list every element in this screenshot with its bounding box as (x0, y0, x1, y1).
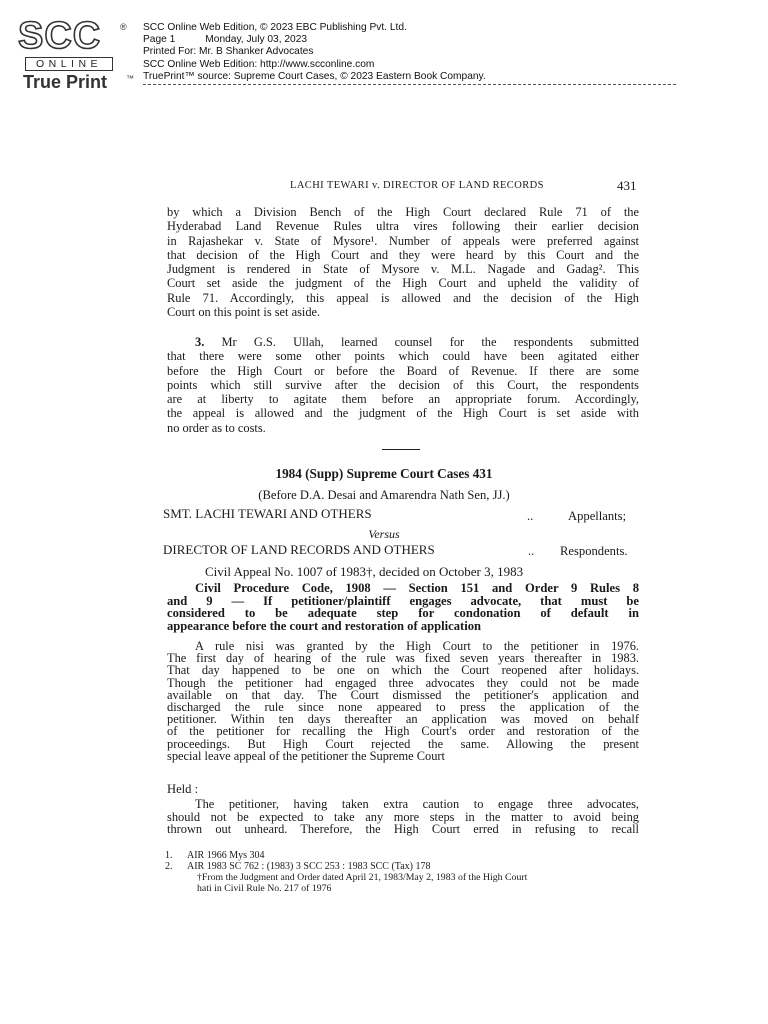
held-text (167, 798, 639, 836)
text-line: Rule 71. Accordingly, this appeal is allowed and the decision of the High (167, 290, 639, 305)
text-line: that there were some other points which could have been agitated either (167, 349, 639, 364)
respondent-dots: .. (528, 544, 535, 558)
text-line: A rule nisi was granted by the High Court to the petitioner in 1976. (195, 639, 639, 653)
text-line: Court on this point is set aside. (167, 305, 321, 320)
text-line: special leave appeal of the petitioner the Supreme Court (167, 748, 445, 763)
appeal-details: Civil Appeal No. 1007 of 1983†, decided on October 3, 1983 (205, 564, 524, 579)
text-line: available on that day. The Court dismissed the petitioner's application and (167, 687, 639, 702)
text-line: The first day of hearing of the rule was fixed seven years thereafter in 1983. (167, 651, 639, 666)
meta-page: Page 1 (143, 34, 176, 46)
text-line: Judgment is rendered in State of Mysore v. M.L. Nagade and Gadag². This (167, 262, 639, 277)
paragraph-3 (167, 335, 639, 435)
case-summary (167, 640, 639, 762)
meta-date: Monday, July 03, 2023 (205, 34, 308, 46)
headnote-line: considered to be adequate step for condonation of default in (167, 606, 639, 621)
text-line: discharged the rule since none appeared to press the application of the (167, 700, 639, 715)
text-line: are at liberty to agitate them before an appropriate forum. Accordingly, (167, 392, 639, 407)
meta-web-edition: SCC Online Web Edition: http://www.scconline.com (143, 58, 375, 70)
versus: Versus (368, 527, 400, 541)
logo-trademark: ™ (126, 74, 134, 83)
print-metadata (143, 22, 486, 83)
text-line: in Rajashekar v. State of Mysore¹. Number of appeals were preferred against (167, 233, 639, 248)
page-number: 431 (617, 178, 637, 193)
appellant-name: SMT. LACHI TEWARI AND OTHERS (163, 506, 372, 521)
text-line: points which still survive after the decision of this Court, the respondents (167, 377, 639, 392)
text-line: Though the petitioner had engaged three advocates they could not be made (167, 675, 639, 690)
paragraph-continued (167, 205, 639, 319)
case-citation: 1984 (Supp) Supreme Court Cases 431 (275, 466, 493, 481)
headnote-line: Civil Procedure Code, 1908 — Section 151 and Order 9 Rules 8 (195, 581, 639, 595)
respondent-role: Respondents. (560, 544, 628, 558)
footnote-1: 1. AIR 1966 Mys 304 (165, 850, 265, 861)
text-line: the appeal is allowed and the judgment of the High Court is set aside with (167, 406, 639, 421)
text-line: The petitioner, having taken extra caution to engage three advocates, (195, 797, 639, 811)
text-line: 3. Mr G.S. Ullah, learned counsel for the respondents submitted (195, 335, 639, 349)
logo-true-print: True Print (23, 72, 108, 92)
footnote-dagger-line: †From the Judgment and Order dated April 21, 1983/May 2, 1983 of the High Court (197, 872, 528, 883)
footnote-dagger-line: hati in Civil Rule No. 217 of 1976 (197, 882, 332, 894)
headnote-line: appearance before the court and restoration of application (167, 618, 482, 633)
text-line: Court set aside the judgment of the High Court and upheld the validity of (167, 276, 639, 291)
respondent-name: DIRECTOR OF LAND RECORDS AND OTHERS (163, 542, 435, 557)
appellant-role: Appellants; (568, 509, 627, 523)
headnote-line: and 9 — If petitioner/plaintiff engages advocate, that must be (167, 593, 639, 608)
text-line: Hyderabad Land Revenue Rules ultra vires following their earlier decision (167, 219, 639, 234)
logo-online-box: ONLINE (25, 57, 113, 71)
meta-page-date (143, 34, 486, 46)
scc-online-logo (18, 15, 134, 92)
footnote-dagger (197, 873, 527, 895)
header-divider (143, 84, 676, 85)
text-line: should not be expected to take any more steps in the matter to avoid being (167, 809, 639, 824)
text-line: of the petitioner for recalling the High Court's order and restoration of the (167, 724, 639, 739)
held-label: Held : (167, 782, 199, 796)
bench: (Before D.A. Desai and Amarendra Nath Sen, JJ.) (258, 488, 510, 502)
footnote-2: 2. AIR 1983 SC 762 : (1983) 3 SCC 253 : 1983 SCC (Tax) 178 (165, 861, 431, 872)
running-head: LACHI TEWARI v. DIRECTOR OF LAND RECORDS (290, 180, 544, 191)
text-line: That day happened to be one on which the Court reopened after holidays. (167, 663, 639, 678)
meta-copyright: SCC Online Web Edition, © 2023 EBC Publishing Pvt. Ltd. (143, 22, 407, 33)
text-line: that decision of the High Court and they were heard by this Court and the (167, 247, 639, 262)
text-line: by which a Division Bench of the High Court declared Rule 71 of the (167, 205, 639, 219)
text-line: proceedings. But High Court rejected the same. Allowing the present (167, 736, 639, 751)
paragraph-number: 3. (195, 335, 205, 349)
section-separator (382, 449, 420, 450)
meta-printed-for: Printed For: Mr. B Shanker Advocates (143, 46, 314, 58)
appellant-dots: .. (527, 509, 534, 523)
logo-registered-mark: ® (120, 22, 127, 32)
headnote (167, 582, 639, 632)
text-line: no order as to costs. (167, 420, 266, 435)
text-line: petitioner. Within ten days thereafter an application was moved on behalf (167, 712, 639, 727)
logo-scc-text: SCC (18, 15, 102, 57)
text-line: before the High Court or before the Board of Revenue. If there are some (167, 363, 639, 378)
text-line: thrown out unheard. Therefore, the High Court erred in refusing to recall (167, 822, 639, 837)
meta-source: TruePrint™ source: Supreme Court Cases, © 2023 Eastern Book Company. (143, 70, 486, 82)
